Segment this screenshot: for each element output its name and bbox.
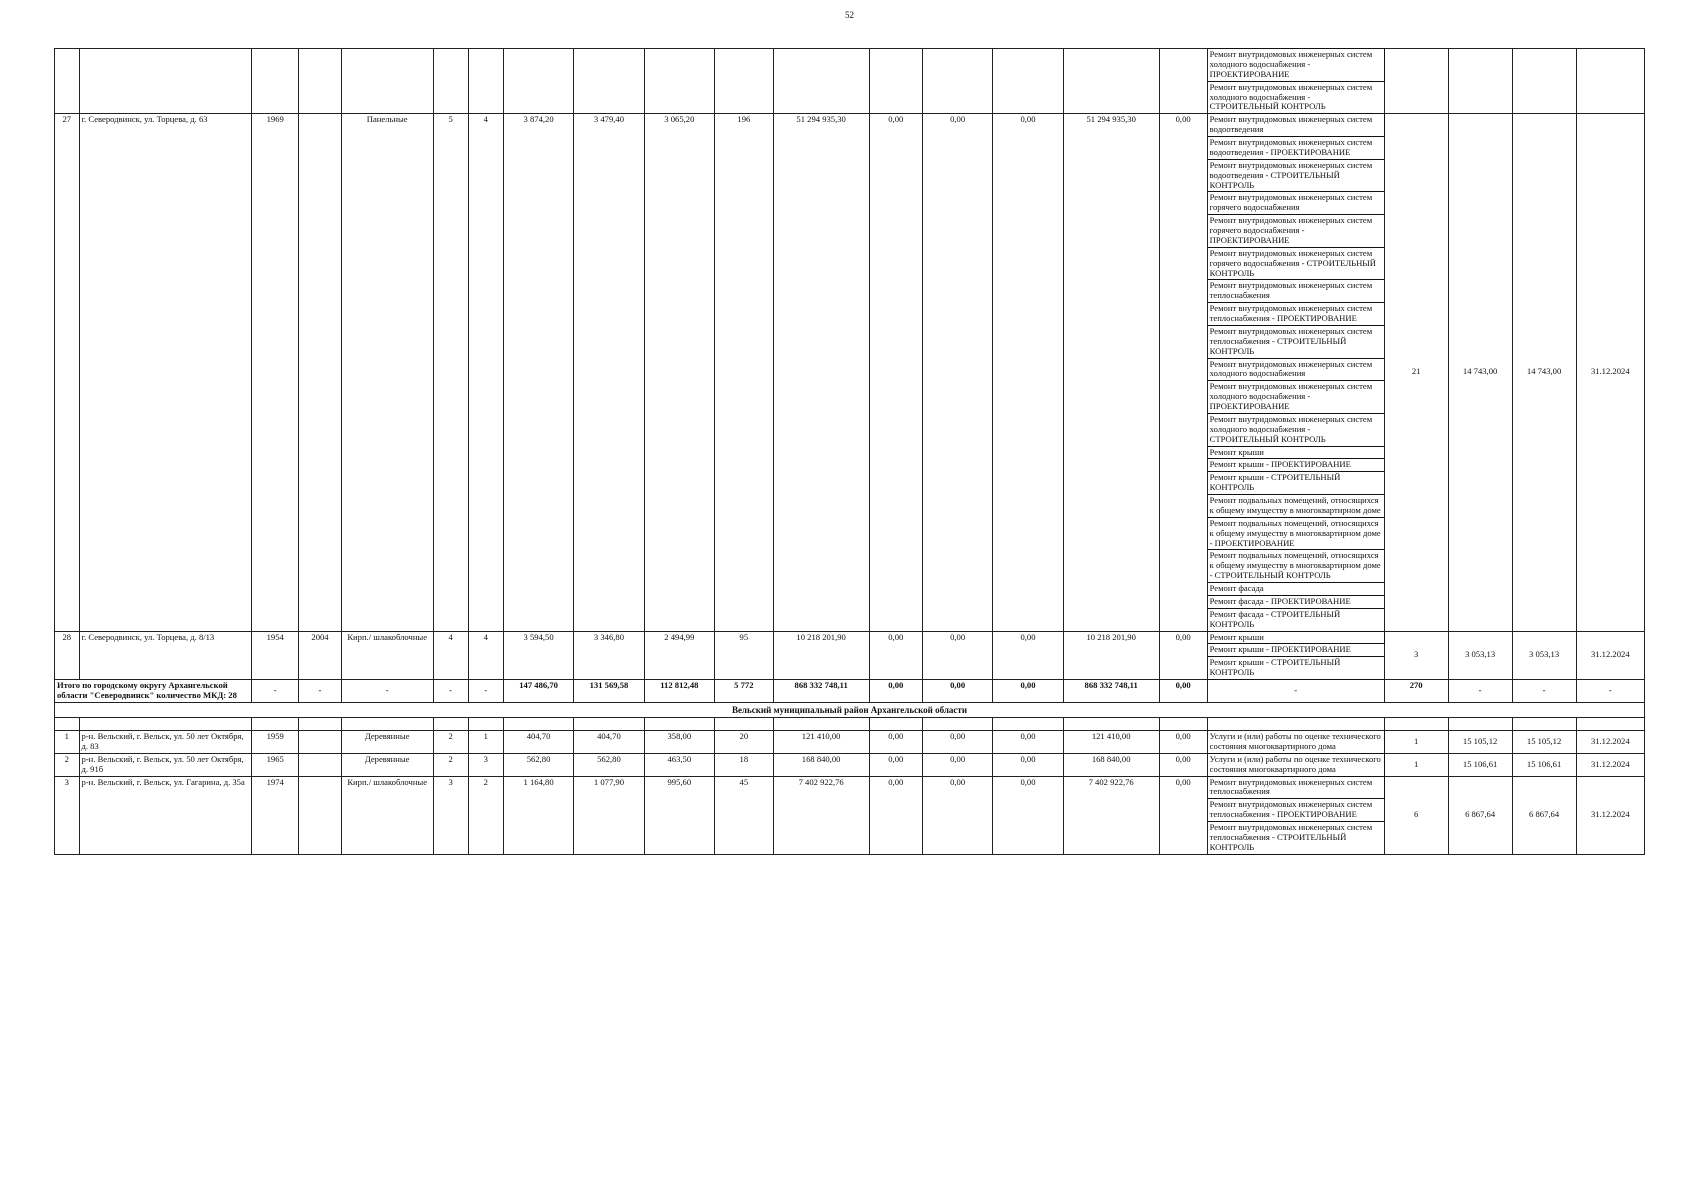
address [79, 49, 252, 114]
total-dash: - [1512, 680, 1576, 703]
work-item: Услуги и (или) работы по оценке технического состояния многоквартирного дома [1207, 731, 1384, 754]
wall-material: Панельные [341, 114, 433, 631]
year-overhaul [299, 49, 342, 114]
fund-local: 0,00 [993, 731, 1063, 754]
work-item: Ремонт внутридомовых инженерных систем водоотведения - СТРОИТЕЛЬНЫЙ КОНТРОЛЬ [1207, 159, 1384, 192]
residents: 20 [715, 731, 774, 754]
total-fund-owners: 868 332 748,11 [1063, 680, 1159, 703]
unit-cost-limit: 3 053,13 [1512, 631, 1576, 680]
empty-cell [299, 718, 342, 731]
fund-regional: 0,00 [922, 114, 992, 631]
deadline [1576, 49, 1644, 114]
area-total: 1 164,80 [503, 776, 573, 854]
empty-cell [1159, 718, 1207, 731]
area-residential: 463,50 [644, 753, 714, 776]
fund-other: 0,00 [1159, 776, 1207, 854]
table-row [55, 631, 1645, 644]
work-item: Ремонт внутридомовых инженерных систем водоотведения [1207, 114, 1384, 137]
total-area-residential: 112 812,48 [644, 680, 714, 703]
fund-local: 0,00 [993, 753, 1063, 776]
empty-cell [1207, 718, 1384, 731]
work-item: Ремонт внутридомовых инженерных систем теплоснабжения [1207, 280, 1384, 303]
fund-federal: 0,00 [869, 114, 922, 631]
fund-regional: 0,00 [922, 731, 992, 754]
total-area-premises: 131 569,58 [574, 680, 644, 703]
total-area-total: 147 486,70 [503, 680, 573, 703]
fund-other [1159, 49, 1207, 114]
work-item: Ремонт фасада - ПРОЕКТИРОВАНИЕ [1207, 595, 1384, 608]
year-overhaul [299, 114, 342, 631]
empty-cell [433, 718, 468, 731]
row-number: 27 [55, 114, 80, 631]
year-overhaul [299, 776, 342, 854]
work-item: Ремонт внутридомовых инженерных систем водоотведения - ПРОЕКТИРОВАНИЕ [1207, 137, 1384, 160]
work-item: Ремонт внутридомовых инженерных систем теплоснабжения [1207, 776, 1384, 799]
work-item: Ремонт внутридомовых инженерных систем теплоснабжения - ПРОЕКТИРОВАНИЕ [1207, 303, 1384, 326]
total-residents: 5 772 [715, 680, 774, 703]
fund-owners: 168 840,00 [1063, 753, 1159, 776]
area-total: 3 874,20 [503, 114, 573, 631]
row-number: 28 [55, 631, 80, 680]
residents [715, 49, 774, 114]
fund-local: 0,00 [993, 776, 1063, 854]
work-item: Ремонт фасада [1207, 583, 1384, 596]
entrances: 4 [468, 114, 503, 631]
total-fund-federal: 0,00 [869, 680, 922, 703]
floors: 5 [433, 114, 468, 631]
area-total [503, 49, 573, 114]
area-residential: 2 494,99 [644, 631, 714, 680]
units-count: 21 [1384, 114, 1448, 631]
empty-cell [55, 718, 80, 731]
empty-cell [1384, 718, 1448, 731]
table-row [55, 776, 1645, 799]
total-dash: - [468, 680, 503, 703]
units-count: 1 [1384, 731, 1448, 754]
total-row [55, 680, 1645, 703]
work-item: Ремонт крыши - СТРОИТЕЛЬНЫЙ КОНТРОЛЬ [1207, 657, 1384, 680]
unit-cost: 3 053,13 [1448, 631, 1512, 680]
work-item: Ремонт подвальных помещений, относящихся к общему имуществу в многоквартирном доме - ПРОЕКТИРОВАНИЕ [1207, 517, 1384, 550]
work-item: Ремонт внутридомовых инженерных систем холодного водоснабжения [1207, 358, 1384, 381]
work-item: Ремонт внутридомовых инженерных систем холодного водоснабжения - СТРОИТЕЛЬНЫЙ КОНТРОЛЬ [1207, 413, 1384, 446]
residents: 18 [715, 753, 774, 776]
deadline: 31.12.2024 [1576, 731, 1644, 754]
unit-cost-limit: 15 106,61 [1512, 753, 1576, 776]
table-row [55, 49, 1645, 82]
fund-federal: 0,00 [869, 776, 922, 854]
floors: 4 [433, 631, 468, 680]
empty-cell [773, 718, 869, 731]
row-number [55, 49, 80, 114]
fund-local: 0,00 [993, 114, 1063, 631]
fund-federal: 0,00 [869, 753, 922, 776]
cost-total: 51 294 935,30 [773, 114, 869, 631]
work-item: Ремонт крыши - ПРОЕКТИРОВАНИЕ [1207, 644, 1384, 657]
wall-material: Кирп./ шлакоблочные [341, 776, 433, 854]
work-item: Ремонт внутридомовых инженерных систем холодного водоснабжения - СТРОИТЕЛЬНЫЙ КОНТРОЛЬ [1207, 81, 1384, 114]
unit-cost: 15 105,12 [1448, 731, 1512, 754]
cost-total: 121 410,00 [773, 731, 869, 754]
year-built: 1969 [252, 114, 299, 631]
total-dash: - [252, 680, 299, 703]
area-total: 3 594,50 [503, 631, 573, 680]
fund-regional: 0,00 [922, 776, 992, 854]
deadline: 31.12.2024 [1576, 776, 1644, 854]
cost-total: 7 402 922,76 [773, 776, 869, 854]
floors [433, 49, 468, 114]
fund-owners [1063, 49, 1159, 114]
fund-other: 0,00 [1159, 114, 1207, 631]
area-residential: 995,60 [644, 776, 714, 854]
total-dash: - [1576, 680, 1644, 703]
empty-cell [1063, 718, 1159, 731]
year-built: 1959 [252, 731, 299, 754]
empty-cell [1576, 718, 1644, 731]
entrances [468, 49, 503, 114]
empty-cell [715, 718, 774, 731]
units-count: 3 [1384, 631, 1448, 680]
wall-material: Деревянные [341, 753, 433, 776]
cost-total [773, 49, 869, 114]
area-residential: 358,00 [644, 731, 714, 754]
address: г. Северодвинск, ул. Торцева, д. 63 [79, 114, 252, 631]
deadline: 31.12.2024 [1576, 631, 1644, 680]
unit-cost [1448, 49, 1512, 114]
address: г. Северодвинск, ул. Торцева, д. 8/13 [79, 631, 252, 680]
floors: 2 [433, 753, 468, 776]
fund-regional: 0,00 [922, 753, 992, 776]
work-item: Ремонт внутридомовых инженерных систем горячего водоснабжения [1207, 192, 1384, 215]
wall-material [341, 49, 433, 114]
empty-cell [993, 718, 1063, 731]
fund-other: 0,00 [1159, 631, 1207, 680]
empty-cell [644, 718, 714, 731]
work-item: Ремонт внутридомовых инженерных систем теплоснабжения - СТРОИТЕЛЬНЫЙ КОНТРОЛЬ [1207, 822, 1384, 855]
fund-owners: 10 218 201,90 [1063, 631, 1159, 680]
residents: 95 [715, 631, 774, 680]
wall-material: Деревянные [341, 731, 433, 754]
empty-cell [341, 718, 433, 731]
total-fund-local: 0,00 [993, 680, 1063, 703]
total-cost-total: 868 332 748,11 [773, 680, 869, 703]
area-premises: 562,80 [574, 753, 644, 776]
region-title: Вельский муниципальный район Архангельской области [55, 702, 1645, 717]
area-premises: 3 346,80 [574, 631, 644, 680]
area-premises: 3 479,40 [574, 114, 644, 631]
row-number: 2 [55, 753, 80, 776]
work-item: Услуги и (или) работы по оценке технического состояния многоквартирного дома [1207, 753, 1384, 776]
address: р-н. Вельский, г. Вельск, ул. 50 лет Октября, д. 83 [79, 731, 252, 754]
empty-cell [922, 718, 992, 731]
fund-owners: 121 410,00 [1063, 731, 1159, 754]
total-fund-regional: 0,00 [922, 680, 992, 703]
work-item: Ремонт подвальных помещений, относящихся к общему имуществу в многоквартирном доме - СТРОИТЕЛЬНЫЙ КОНТРОЛЬ [1207, 550, 1384, 583]
total-dash: - [341, 680, 433, 703]
fund-other: 0,00 [1159, 753, 1207, 776]
fund-regional [922, 49, 992, 114]
fund-local: 0,00 [993, 631, 1063, 680]
fund-federal: 0,00 [869, 631, 922, 680]
deadline: 31.12.2024 [1576, 753, 1644, 776]
unit-cost-limit: 6 867,64 [1512, 776, 1576, 854]
work-item: Ремонт внутридомовых инженерных систем горячего водоснабжения - ПРОЕКТИРОВАНИЕ [1207, 215, 1384, 248]
empty-cell [468, 718, 503, 731]
residents: 45 [715, 776, 774, 854]
empty-cell [574, 718, 644, 731]
total-dash: - [433, 680, 468, 703]
unit-cost-limit: 15 105,12 [1512, 731, 1576, 754]
work-item: Ремонт крыши [1207, 446, 1384, 459]
units-count: 1 [1384, 753, 1448, 776]
table-row [55, 731, 1645, 754]
total-units: 270 [1384, 680, 1448, 703]
area-premises [574, 49, 644, 114]
cost-total: 168 840,00 [773, 753, 869, 776]
fund-other: 0,00 [1159, 731, 1207, 754]
total-fund-other: 0,00 [1159, 680, 1207, 703]
row-number: 1 [55, 731, 80, 754]
fund-owners: 7 402 922,76 [1063, 776, 1159, 854]
empty-cell [79, 718, 252, 731]
work-item: Ремонт внутридомовых инженерных систем теплоснабжения - ПРОЕКТИРОВАНИЕ [1207, 799, 1384, 822]
work-item: Ремонт внутридомовых инженерных систем холодного водоснабжения - ПРОЕКТИРОВАНИЕ [1207, 381, 1384, 414]
area-premises: 404,70 [574, 731, 644, 754]
units-count [1384, 49, 1448, 114]
floors: 2 [433, 731, 468, 754]
work-item: Ремонт фасада - СТРОИТЕЛЬНЫЙ КОНТРОЛЬ [1207, 608, 1384, 631]
entrances: 1 [468, 731, 503, 754]
fund-federal [869, 49, 922, 114]
address: р-н. Вельский, г. Вельск, ул. 50 лет Октября, д. 91б [79, 753, 252, 776]
total-dash: - [299, 680, 342, 703]
year-built: 1965 [252, 753, 299, 776]
year-built: 1974 [252, 776, 299, 854]
table-row [55, 753, 1645, 776]
fund-owners: 51 294 935,30 [1063, 114, 1159, 631]
entrances: 4 [468, 631, 503, 680]
entrances: 2 [468, 776, 503, 854]
empty-cell [1512, 718, 1576, 731]
area-residential: 3 065,20 [644, 114, 714, 631]
floors: 3 [433, 776, 468, 854]
total-dash: - [1448, 680, 1512, 703]
overhaul-table [54, 48, 1645, 855]
work-item: Ремонт внутридомовых инженерных систем теплоснабжения - СТРОИТЕЛЬНЫЙ КОНТРОЛЬ [1207, 325, 1384, 358]
area-total: 404,70 [503, 731, 573, 754]
total-dash: - [1207, 680, 1384, 703]
region-header-row [55, 702, 1645, 717]
total-label: Итого по городскому округу Архангельской области "Северодвинск" количество МКД: 28 [55, 680, 252, 703]
row-number: 3 [55, 776, 80, 854]
entrances: 3 [468, 753, 503, 776]
work-item: Ремонт крыши - ПРОЕКТИРОВАНИЕ [1207, 459, 1384, 472]
work-item: Ремонт внутридомовых инженерных систем холодного водоснабжения - ПРОЕКТИРОВАНИЕ [1207, 49, 1384, 82]
area-premises: 1 077,90 [574, 776, 644, 854]
year-overhaul [299, 731, 342, 754]
work-item: Ремонт крыши [1207, 631, 1384, 644]
fund-local [993, 49, 1063, 114]
year-built: 1954 [252, 631, 299, 680]
deadline: 31.12.2024 [1576, 114, 1644, 631]
fund-federal: 0,00 [869, 731, 922, 754]
wall-material: Кирп./ шлакоблочные [341, 631, 433, 680]
area-total: 562,80 [503, 753, 573, 776]
fund-regional: 0,00 [922, 631, 992, 680]
unit-cost: 15 106,61 [1448, 753, 1512, 776]
empty-cell [869, 718, 922, 731]
unit-cost: 14 743,00 [1448, 114, 1512, 631]
cost-total: 10 218 201,90 [773, 631, 869, 680]
page-number: 52 [845, 10, 854, 20]
empty-cell [503, 718, 573, 731]
year-overhaul [299, 753, 342, 776]
units-count: 6 [1384, 776, 1448, 854]
residents: 196 [715, 114, 774, 631]
year-built [252, 49, 299, 114]
empty-cell [1448, 718, 1512, 731]
work-item: Ремонт внутридомовых инженерных систем горячего водоснабжения - СТРОИТЕЛЬНЫЙ КОНТРОЛЬ [1207, 247, 1384, 280]
table-row [55, 114, 1645, 137]
empty-cell [252, 718, 299, 731]
area-residential [644, 49, 714, 114]
work-item: Ремонт крыши - СТРОИТЕЛЬНЫЙ КОНТРОЛЬ [1207, 472, 1384, 495]
year-overhaul: 2004 [299, 631, 342, 680]
unit-cost: 6 867,64 [1448, 776, 1512, 854]
unit-cost-limit [1512, 49, 1576, 114]
address: р-н. Вельский, г. Вельск, ул. Гагарина, д. 35а [79, 776, 252, 854]
spacer-row [55, 718, 1645, 731]
unit-cost-limit: 14 743,00 [1512, 114, 1576, 631]
work-item: Ремонт подвальных помещений, относящихся к общему имуществу в многоквартирном доме [1207, 495, 1384, 518]
